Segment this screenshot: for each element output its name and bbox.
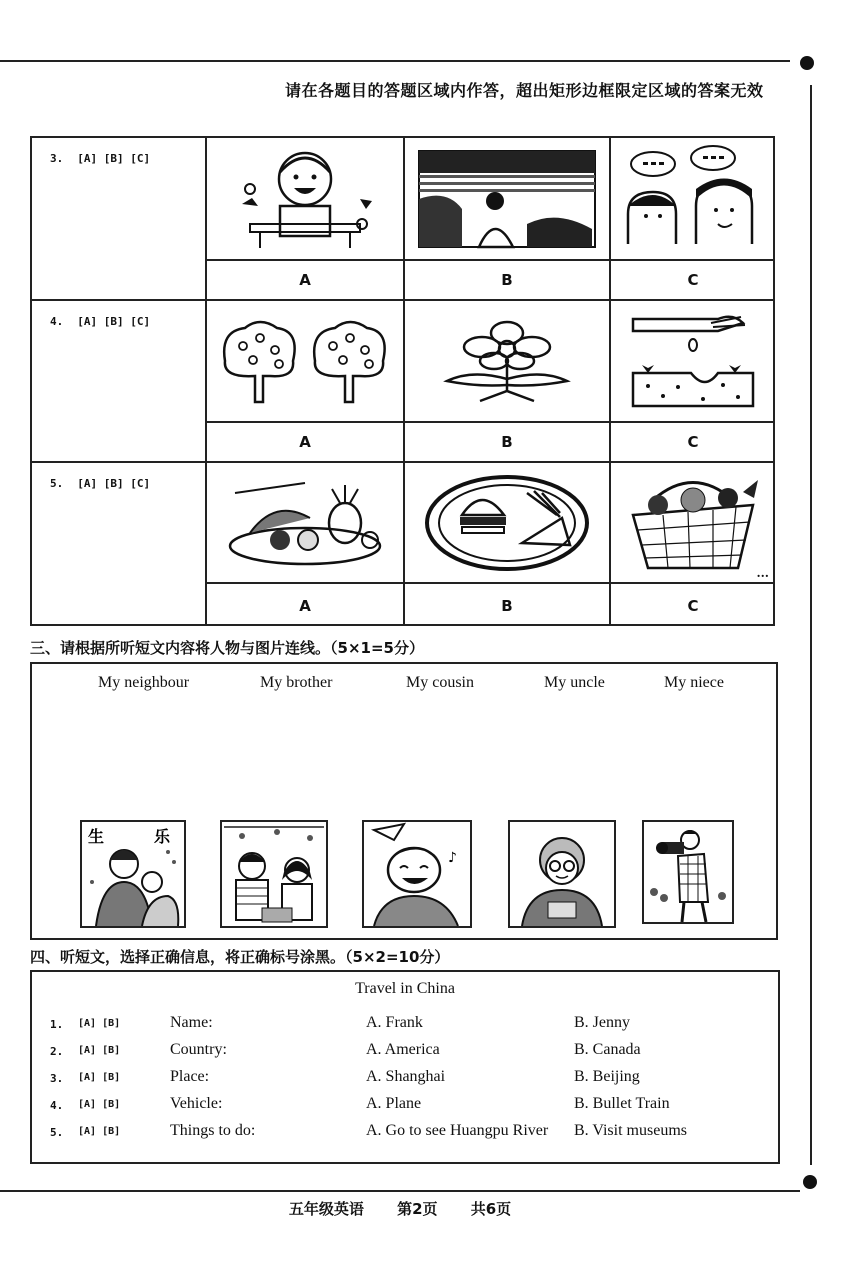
person-label-cousin[interactable]: My cousin [406, 674, 474, 691]
two-children-icon[interactable] [220, 820, 328, 928]
person-label-brother[interactable]: My brother [260, 674, 333, 691]
bubble-choices[interactable]: [A] [B] [78, 1045, 121, 1056]
option-label-b: B [501, 433, 513, 451]
option-label-a: A [299, 433, 311, 451]
option-b: B. Visit museums [574, 1122, 687, 1139]
row-number: 2. [50, 1045, 64, 1058]
option-a: A. Plane [366, 1095, 422, 1112]
person-label-uncle[interactable]: My uncle [544, 674, 605, 691]
mother-child-icon[interactable] [80, 820, 186, 928]
footer-total-pages: 共6页 [470, 1200, 512, 1218]
svg-text:♪: ♪ [448, 850, 457, 866]
matching-box [30, 662, 778, 940]
option-b: B. Bullet Train [574, 1095, 670, 1112]
registration-dot-top [800, 56, 814, 70]
fruit-plate-icon [207, 463, 403, 584]
grandmother-icon[interactable] [508, 820, 616, 928]
footer-page-number: 第2页 [397, 1200, 438, 1218]
option-a: A. America [366, 1041, 440, 1058]
option-cell-c[interactable] [609, 138, 775, 299]
option-cell-b[interactable] [403, 138, 609, 299]
option-cell-b[interactable] [403, 301, 609, 461]
travel-box-title: Travel in China [355, 980, 455, 997]
row-number: 1. [50, 1018, 64, 1031]
two-people-talking-icon [611, 138, 775, 261]
right-border-line [810, 85, 812, 1165]
page-footer [0, 1198, 800, 1219]
answer-area-notice: 请在各题目的答题区域内作答，超出矩形边框限定区域的答案无效 [285, 81, 764, 100]
girl-eating-icon [207, 138, 403, 261]
info-row-5 [32, 1120, 778, 1146]
flower-icon [405, 301, 609, 423]
option-cell-c[interactable] [609, 463, 775, 626]
registration-dot-bottom [803, 1175, 817, 1189]
question-row-4 [32, 301, 773, 463]
bubble-choices[interactable]: [A] [B] [C] [77, 315, 151, 328]
info-row-2 [32, 1039, 778, 1065]
question-row-3 [32, 138, 773, 301]
happy-boy-icon[interactable] [362, 820, 472, 928]
fruit-trees-icon [207, 301, 403, 423]
bubble-choices[interactable]: [A] [B] [C] [77, 152, 151, 165]
option-cell-c[interactable] [609, 301, 775, 461]
planting-seeds-icon [611, 301, 775, 423]
option-label-c: C [687, 597, 699, 615]
option-cell-a[interactable] [205, 138, 403, 299]
question-label [50, 152, 150, 165]
question-number: 5. [50, 477, 64, 490]
option-a: A. Go to see Huangpu River [366, 1122, 549, 1139]
travel-info-box [30, 970, 780, 1164]
top-rule [0, 60, 790, 62]
option-a: A. Frank [366, 1014, 423, 1031]
footer-subject: 五年级英语 [288, 1200, 364, 1218]
question-number: 4. [50, 315, 64, 328]
row-number: 4. [50, 1099, 64, 1112]
info-row-1 [32, 1012, 778, 1038]
option-b: B. Jenny [574, 1014, 630, 1031]
option-cell-b[interactable] [403, 463, 609, 626]
option-label-c: C [687, 271, 699, 289]
option-label-a: A [299, 597, 311, 615]
option-cell-a[interactable] [205, 463, 403, 626]
info-row-3 [32, 1066, 778, 1092]
question-label [50, 315, 150, 328]
vegetable-basket-icon [611, 463, 775, 584]
option-b: B. Canada [574, 1041, 641, 1058]
person-label-neighbour[interactable]: My neighbour [98, 674, 190, 691]
row-number: 5. [50, 1126, 64, 1139]
person-label-niece[interactable]: My niece [664, 674, 724, 691]
question-row-5 [32, 463, 773, 626]
ellipsis: ... [756, 566, 769, 580]
bubble-choices[interactable]: [A] [B] [C] [77, 477, 151, 490]
question-number: 3. [50, 152, 64, 165]
bubble-choices[interactable]: [A] [B] [78, 1018, 121, 1029]
row-label: Things to do: [170, 1122, 256, 1139]
stadium-spectator-icon [405, 138, 609, 261]
section-4-title: 四、听短文，选择正确信息，将正确标号涂黑。（5×2=10分） [30, 948, 450, 966]
option-label-a: A [299, 271, 311, 289]
photographer-icon[interactable] [642, 820, 734, 924]
row-label: Country: [170, 1041, 227, 1058]
banner-char-2: 乐 [154, 827, 171, 846]
option-a: A. Shanghai [366, 1068, 446, 1085]
option-b: B. Beijing [574, 1068, 640, 1085]
section-3-title: 三、请根据所听短文内容将人物与图片连线。（5×1=5分） [30, 639, 424, 657]
option-label-b: B [501, 271, 513, 289]
picture-choice-table [30, 136, 775, 626]
row-label: Vehicle: [170, 1095, 223, 1112]
banner-char-1: 生 [88, 827, 105, 846]
question-label [50, 477, 150, 490]
footer-rule [0, 1190, 800, 1192]
bubble-choices[interactable]: [A] [B] [78, 1126, 121, 1137]
row-label: Place: [170, 1068, 210, 1085]
bubble-choices[interactable]: [A] [B] [78, 1099, 121, 1110]
bubble-choices[interactable]: [A] [B] [78, 1072, 121, 1083]
option-label-c: C [687, 433, 699, 451]
row-number: 3. [50, 1072, 64, 1085]
burger-plate-icon [405, 463, 609, 584]
option-cell-a[interactable] [205, 301, 403, 461]
info-row-4 [32, 1093, 778, 1119]
row-label: Name: [170, 1014, 213, 1031]
option-label-b: B [501, 597, 513, 615]
